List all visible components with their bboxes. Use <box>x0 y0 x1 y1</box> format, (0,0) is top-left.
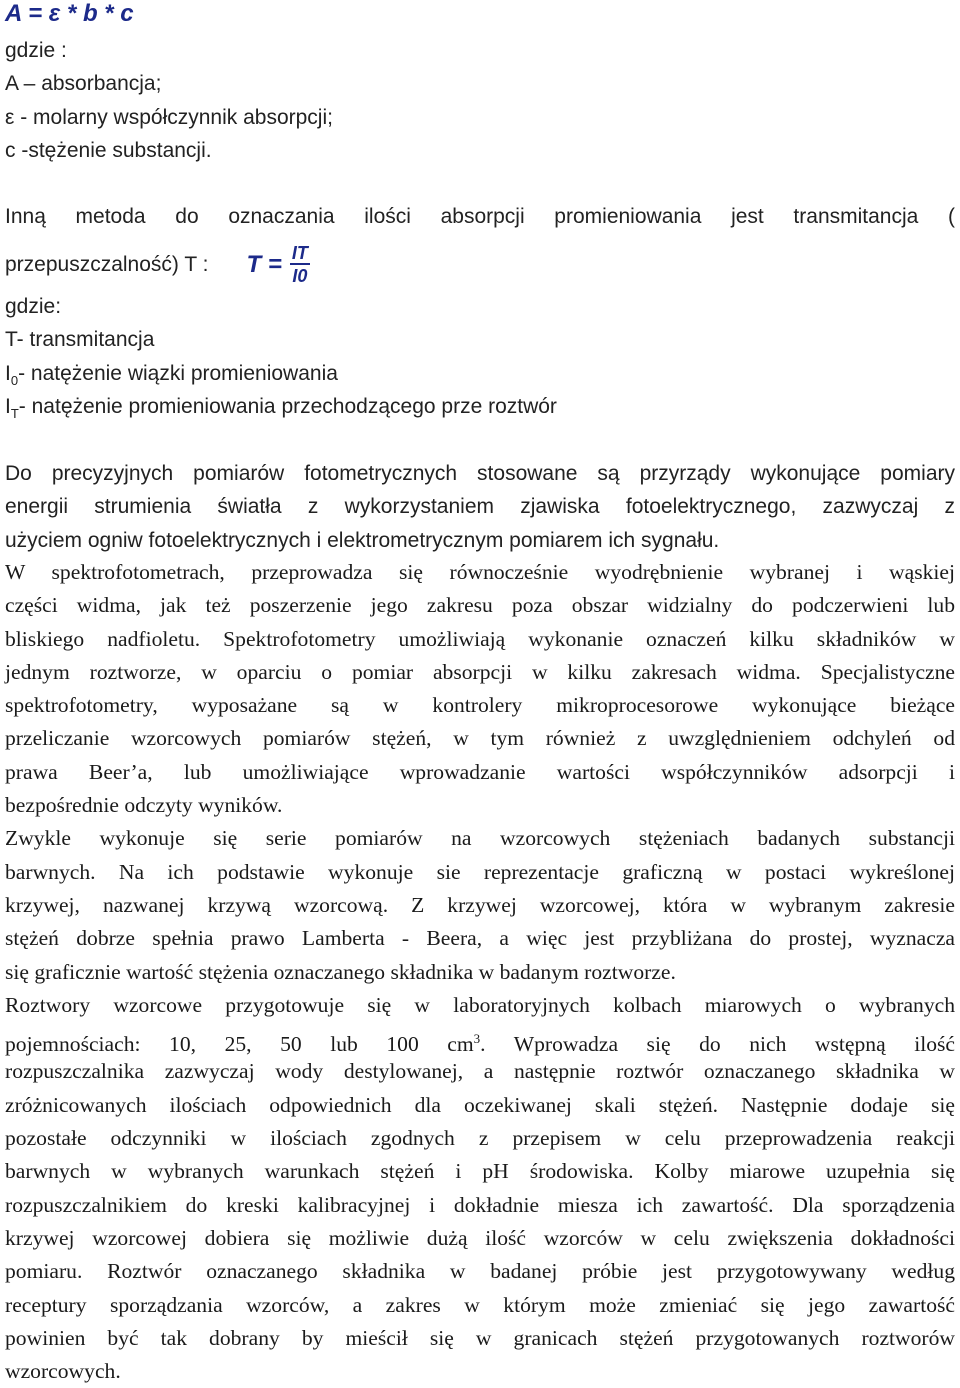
formula-t-numerator: IT <box>291 243 308 263</box>
photometry-line-2: energii strumienia światła z wykorzystaniem zjawiska fotoelektrycznego, zazwyczaj z <box>5 495 955 519</box>
body-line: spektrofotometry, wyposażane są w kontrolery mikroprocesorowe wykonujące bieżące <box>5 693 955 718</box>
body-line: wzorcowych. <box>5 1359 121 1384</box>
transmittance-paragraph <box>5 200 955 233</box>
body-line: pozostałe odczynniki w ilościach zgodnych z przepisem w celu przeprowadzenia reakcji <box>5 1126 955 1151</box>
photometry-paragraph <box>5 457 955 557</box>
def-transmittance: T- transmitancja <box>5 328 155 352</box>
body-line: stężeń dobrze spełnia prawo Lamberta - Beera, a więc jest przybliżana do prostej, wyznacza <box>5 926 955 951</box>
def-i0-text: - natężenie wiązki promieniowania <box>18 361 338 385</box>
formula-t-fraction <box>290 244 310 285</box>
spectrophotometry-body <box>5 556 955 1388</box>
body-line: pojemnościach: 10, 25, 50 lub 100 $cm^3$. Wprowadza się do nich wstępną ilość <box>5 1031 955 1057</box>
body-line: powinien być tak dobrany by mieścił się w granicach stężeń przygotowanych roztworów <box>5 1325 955 1350</box>
def-it-base: I <box>5 394 11 418</box>
body-line: barwnych. Na ich podstawie wykonuje sie reprezentacje graficzną w postaci wykreślonej <box>5 859 955 884</box>
definition-block-1 <box>5 34 955 167</box>
def-absorbance: A – absorbancja; <box>5 72 162 96</box>
definition-block-2 <box>5 290 955 423</box>
body-line: receptury sporządzania wzorców, a zakres w którym może zmieniać się jego zawartość <box>5 1292 955 1317</box>
photometry-line-3: użyciem ogniw fotoelektrycznych i elektrometrycznym pomiarem ich sygnału. <box>5 528 720 552</box>
body-line: krzywej wzorcowej dobiera się możliwie dużą ilość wzorców w celu zwiększenia dokładności <box>5 1225 955 1250</box>
gdzie-label: gdzie : <box>5 39 67 62</box>
body-line: się graficznie wartość stężenia oznaczanego składnika w badanym roztworze. <box>5 959 676 984</box>
formula-t-lhs: T = <box>246 251 282 278</box>
def-i0-sub: 0 <box>10 372 19 388</box>
def-epsilon: ε - molarny współczynnik absorpcji; <box>5 105 333 129</box>
formula-t-denominator: I0 <box>292 266 308 286</box>
def-it-text: - natężenie promieniowania przechodzącego prze roztwór <box>18 394 557 418</box>
def-i0-base: I <box>5 361 11 385</box>
body-line: Roztwory wzorcowe przygotowuje się w laboratoryjnych kolbach miarowych o wybranych <box>5 992 955 1017</box>
def-it <box>5 390 955 423</box>
body-line: krzywej, nazwanej krzywą wzorcową. Z krzywej wzorcowej, która w wybranym zakresie <box>5 892 955 917</box>
body-line: przeliczanie wzorcowych pomiarów stężeń, w tym również z uwzględnieniem odchyleń od <box>5 726 955 751</box>
body-line: bliskiego nadfioletu. Spektrofotometry umożliwiają wykonanie oznaczeń kilku składników w <box>5 626 955 651</box>
body-line: Zwykle wykonuje się serie pomiarów na wzorcowych stężeniach badanych substancji <box>5 826 955 851</box>
body-line: jednym roztworze, w oparciu o pomiar absorpcji w kilku zakresach widma. Specjalistyczne <box>5 659 955 684</box>
def-i0 <box>5 357 955 390</box>
gdzie-label-2: gdzie: <box>5 295 62 318</box>
body-line: pomiaru. Roztwór oznaczanego składnika w badanej próbie jest przygotowywany według <box>5 1259 955 1284</box>
body-line: rozpuszczalnika zazwyczaj wody destylowanej, a następnie roztwór oznaczanego składnika w <box>5 1059 955 1084</box>
body-line: rozpuszczalnikiem do kreski kalibracyjnej i dokładnie miesza ich zawartość. Dla sporządzenia <box>5 1192 955 1217</box>
def-concentration: c -stężenie substancji. <box>5 138 212 162</box>
photometry-line-1: Do precyzyjnych pomiarów fotometrycznych stosowane są przyrządy wykonujące pomiary <box>5 462 955 485</box>
body-line: prawa Beer’a, lub umożliwiające wprowadzanie wartości współczynników adsorpcji i <box>5 759 955 784</box>
transmittance-line-2: przepuszczalność) T : <box>5 253 209 276</box>
formula-absorbance: A = ε * b * c <box>5 0 134 27</box>
body-line: bezpośrednie odczyty wyników. <box>5 793 283 818</box>
body-line: części widma, jak też poszerzenie jego zakresu poza obszar widzialny do podczerwieni lub <box>5 593 955 618</box>
def-it-sub: T <box>10 406 19 422</box>
body-line: zróżnicowanych ilościach odpowiednich dla oczekiwanej skali stężeń. Następnie dodaje się <box>5 1092 955 1117</box>
transmittance-line-1: Inną metoda do oznaczania ilości absorpcji promieniowania jest transmitancja ( <box>5 205 955 228</box>
body-line: barwnych w wybranych warunkach stężeń i pH środowiska. Kolby miarowe uzupełnia się <box>5 1159 955 1184</box>
body-line: W spektrofotometrach, przeprowadza się równocześnie wyodrębnienie wybranej i wąskiej <box>5 560 955 584</box>
formula-transmittance <box>246 244 309 285</box>
transmittance-line-2-wrap <box>5 244 310 285</box>
